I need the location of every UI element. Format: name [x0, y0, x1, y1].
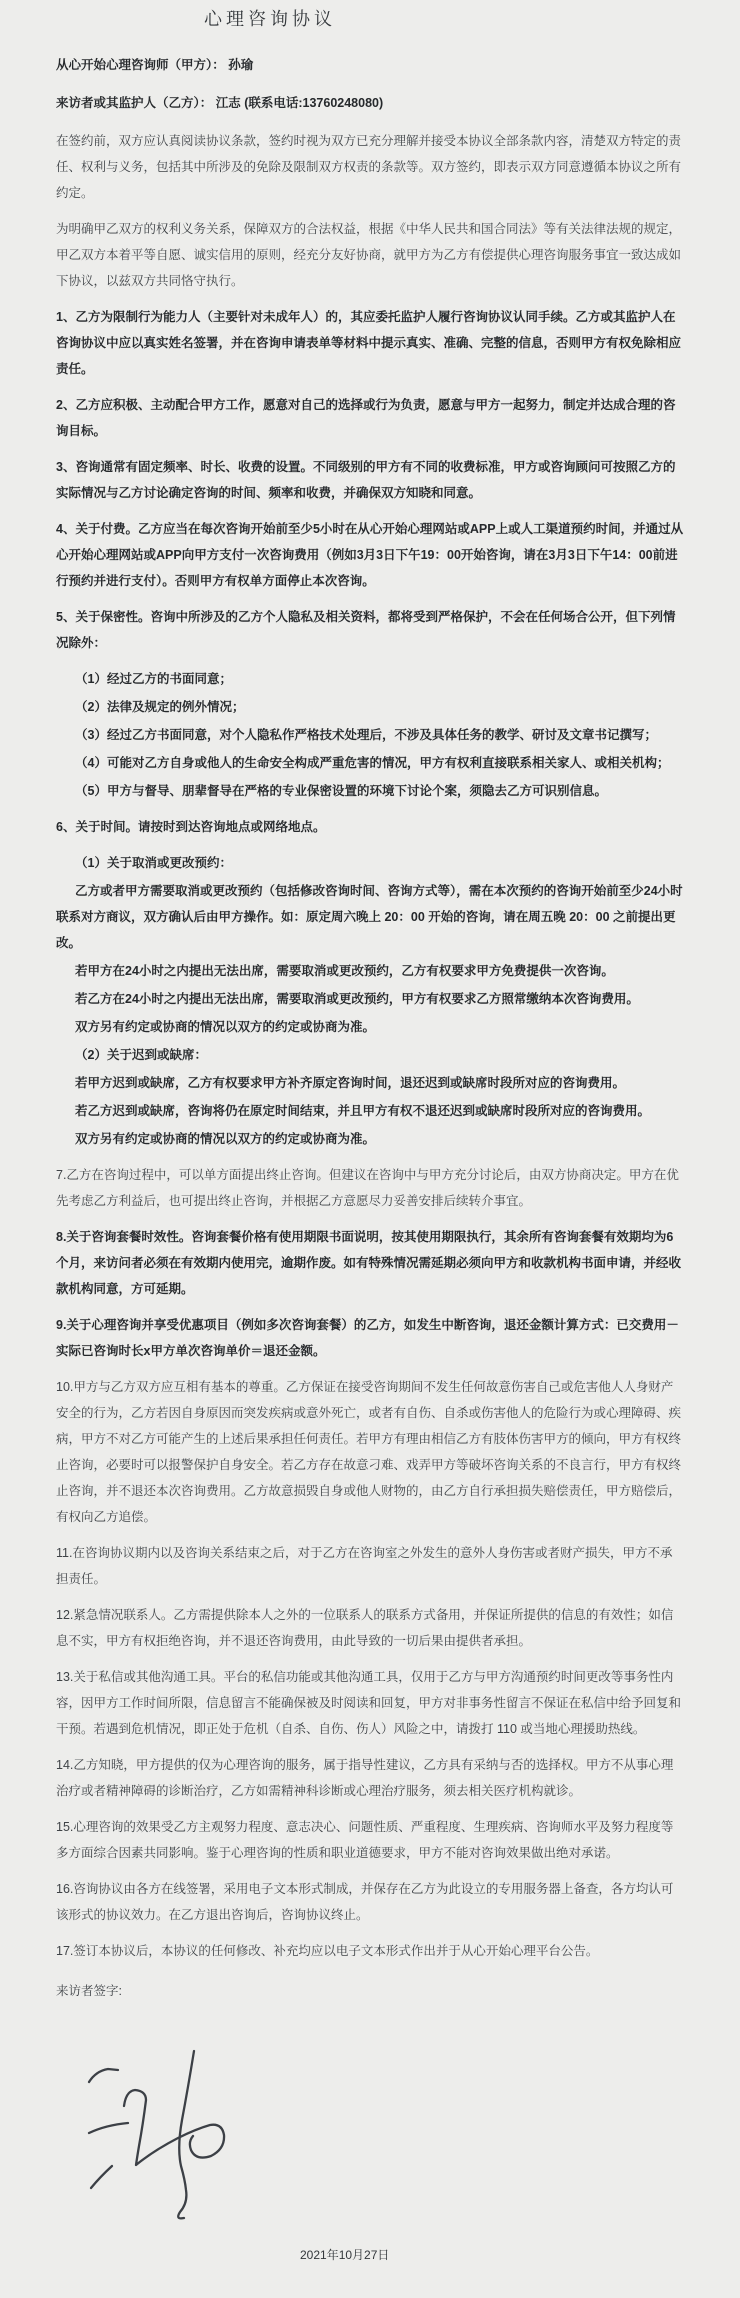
term-paragraph: 13.关于私信或其他沟通工具。平台的私信功能或其他沟通工具，仅用于乙方与甲方沟通预约时间更改等事务性内容，因甲方工作时间所限，信息留言不能确保被及时阅读和回复，甲方对非事务性留言不保证在私信中给予回复和干预。若遇到危机情况，即正处于危机（自杀、自伤、伤人）风险之中，请拨打 110 或当地心理援助热线。 — [56, 1670, 682, 1736]
term-paragraph: 14.乙方知晓，甲方提供的仅为心理咨询的服务，属于指导性建议，乙方具有采纳与否的选择权。甲方不从事心理治疗或者精神障碍的诊断治疗，乙方如需精神科诊断或心理治疗服务，须去相关医疗机构就诊。 — [56, 1758, 674, 1798]
term-paragraph: 6、关于时间。请按时到达咨询地点或网络地点。 — [56, 820, 326, 834]
term-paragraph: 16.咨询协议由各方在线签署，采用电子文本形式制成，并保存在乙方为此设立的专用服务器上备查，各方均认可该形式的协议效力。在乙方退出咨询后，咨询协议终止。 — [56, 1882, 674, 1922]
term-subitem: （3）经过乙方书面同意，对个人隐私作严格技术处理后，不涉及具体任务的教学、研讨及文章书记撰写； — [75, 728, 657, 742]
term-subitem: 若乙方在24小时之内提出无法出席，需要取消或更改预约，甲方有权要求乙方照常缴纳本次咨询费用。 — [75, 992, 639, 1006]
visitor-signature-handwriting — [86, 2048, 236, 2228]
term-paragraph: 10.甲方与乙方双方应互相有基本的尊重。乙方保证在接受咨询期间不发生任何故意伤害自己或危害他人人身财产安全的行为，乙方若因自身原因而突发疾病或意外死亡，或者有自伤、自杀或伤害他人的危险行为或心理障碍、疾病，甲方不对乙方可能产生的上述后果承担任何责任。若甲方有理由相信乙方有肢体伤害甲方的倾向，甲方有权终止咨询，必要时可以报警保护自身安全。若乙方存在故意刁难、戏弄甲方等破坏咨询关系的不良言行，甲方有权终止咨询，并不退还本次咨询费用。乙方故意损毁自身或他人财物的，由乙方自行承担损失赔偿责任，甲方赔偿后，有权向乙方追偿。 — [56, 1380, 682, 1524]
term-paragraph: 1、乙方为限制行为能力人（主要针对未成年人）的，其应委托监护人履行咨询协议认同手续。乙方或其监护人在咨询协议中应以真实姓名签署，并在咨询申请表单等材料中提示真实、准确、完整的信息，否则甲方有权免除相应责任。 — [56, 310, 682, 376]
term-subitem: 双方另有约定或协商的情况以双方的约定或协商为准。 — [75, 1132, 376, 1146]
term-paragraph: 15.心理咨询的效果受乙方主观努力程度、意志决心、问题性质、严重程度、生理疾病、咨询师水平及努力程度等多方面综合因素共同影响。鉴于心理咨询的性质和职业道德要求，甲方不能对咨询效果做出绝对承诺。 — [56, 1820, 674, 1860]
signature-label: 来访者签字: — [56, 1984, 122, 1998]
term-subitem: 双方另有约定或协商的情况以双方的约定或协商为准。 — [75, 1020, 376, 1034]
term-paragraph: 7.乙方在咨询过程中，可以单方面提出终止咨询。但建议在咨询中与甲方充分讨论后，由双方协商决定。甲方在优先考虑乙方利益后，也可提出终止咨询，并根据乙方意愿尽力妥善安排后续转介事宜。 — [56, 1168, 679, 1208]
term-subitem: 若乙方迟到或缺席，咨询将仍在原定时间结束，并且甲方有权不退还迟到或缺席时段所对应的咨询费用。 — [75, 1104, 651, 1118]
term-paragraph: 4、关于付费。乙方应当在每次咨询开始前至少5小时在从心开始心理网站或APP上或人工渠道预约时间，并通过从心开始心理网站或APP向甲方支付一次咨询费用（例如3月3日下午19：00开始咨询，请在3月3日下午14：00前进行预约并进行支付）。否则甲方有权单方面停止本次咨询。 — [56, 522, 684, 588]
term-subitem: （2）法律及规定的例外情况； — [75, 700, 245, 714]
term-paragraph: 9.关于心理咨询并享受优惠项目（例如多次咨询套餐）的乙方，如发生中断咨询，退还金额计算方式：已交费用－实际已咨询时长x甲方单次咨询单价＝退还金额。 — [56, 1318, 679, 1358]
term-paragraph: 5、关于保密性。咨询中所涉及的乙方个人隐私及相关资料，都将受到严格保护，不会在任何场合公开，但下列情况除外： — [56, 610, 676, 650]
document-date: 2021年10月27日 — [300, 2248, 390, 2262]
term-subitem: 乙方或者甲方需要取消或更改预约（包括修改咨询时间、咨询方式等），需在本次预约的咨询开始前至少24小时联系对方商议，双方确认后由甲方操作。如：原定周六晚上 20：00 开始的咨询，请在周五晚 20：00 之前提出更改。 — [56, 884, 683, 950]
term-subitem: 若甲方在24小时之内提出无法出席，需要取消或更改预约，乙方有权要求甲方免费提供一次咨询。 — [75, 964, 614, 978]
term-subitem: （5）甲方与督导、朋辈督导在严格的专业保密设置的环境下讨论个案，须隐去乙方可识别信息。 — [75, 784, 607, 798]
terms — [56, 128, 684, 1964]
term-subitem: （2）关于迟到或缺席： — [75, 1048, 207, 1062]
term-subitem: （1）关于取消或更改预约： — [75, 856, 232, 870]
term-paragraph: 3、咨询通常有固定频率、时长、收费的设置。不同级别的甲方有不同的收费标准，甲方或咨询顾问可按照乙方的实际情况与乙方讨论确定咨询的时间、频率和收费，并确保双方知晓和同意。 — [56, 460, 676, 500]
term-paragraph: 11.在咨询协议期内以及咨询关系结束之后，对于乙方在咨询室之外发生的意外人身伤害或者财产损失，甲方不承担责任。 — [56, 1546, 673, 1586]
term-subitem: （4）可能对乙方自身或他人的生命安全构成严重危害的情况，甲方有权利直接联系相关家人、或相关机构； — [75, 756, 670, 770]
term-subitem: 若甲方迟到或缺席，乙方有权要求甲方补齐原定咨询时间，退还迟到或缺席时段所对应的咨询费用。 — [75, 1076, 626, 1090]
term-paragraph: 2、乙方应积极、主动配合甲方工作，愿意对自己的选择或行为负责，愿意与甲方一起努力，制定并达成合理的咨询目标。 — [56, 398, 676, 438]
term-paragraph: 12.紧急情况联系人。乙方需提供除本人之外的一位联系人的联系方式备用，并保证所提供的信息的有效性；如信息不实，甲方有权拒绝咨询，并不退还咨询费用，由此导致的一切后果由提供者承担。 — [56, 1608, 674, 1648]
term-paragraph: 为明确甲乙双方的权利义务关系，保障双方的合法权益，根据《中华人民共和国合同法》等有关法律法规的规定，甲乙双方本着平等自愿、诚实信用的原则，经充分友好协商，就甲方为乙方有偿提供心理咨询服务事宜一致达成如下协议，以兹双方共同恪守执行。 — [56, 222, 682, 288]
signature-section — [56, 1978, 684, 2228]
party-a-line: 从心开始心理咨询师（甲方）： 孙瑜 — [56, 58, 254, 72]
term-paragraph: 17.签订本协议后，本协议的任何修改、补充均应以电子文本形式作出并于从心开始心理平台公告。 — [56, 1944, 599, 1958]
term-paragraph: 8.关于咨询套餐时效性。咨询套餐价格有使用期限书面说明，按其使用期限执行，其余所有咨询套餐有效期均为6个月，来访问者必须在有效期内使用完，逾期作废。如有特殊情况需延期必须向甲方和收款机构书面申请，并经收款机构同意，方可延期。 — [56, 1230, 682, 1296]
document-title: 心理咨询协议 — [204, 9, 336, 29]
term-subitem: （1）经过乙方的书面同意； — [75, 672, 232, 686]
term-paragraph: 在签约前，双方应认真阅读协议条款，签约时视为双方已充分理解并接受本协议全部条款内容，清楚双方特定的责任、权利与义务，包括其中所涉及的免除及限制双方权责的条款等。双方签约，即表示双方同意遵循本协议之所有约定。 — [56, 134, 682, 200]
party-b-line: 来访者或其监护人（乙方）： 江志 (联系电话:13760248080) — [56, 96, 384, 110]
